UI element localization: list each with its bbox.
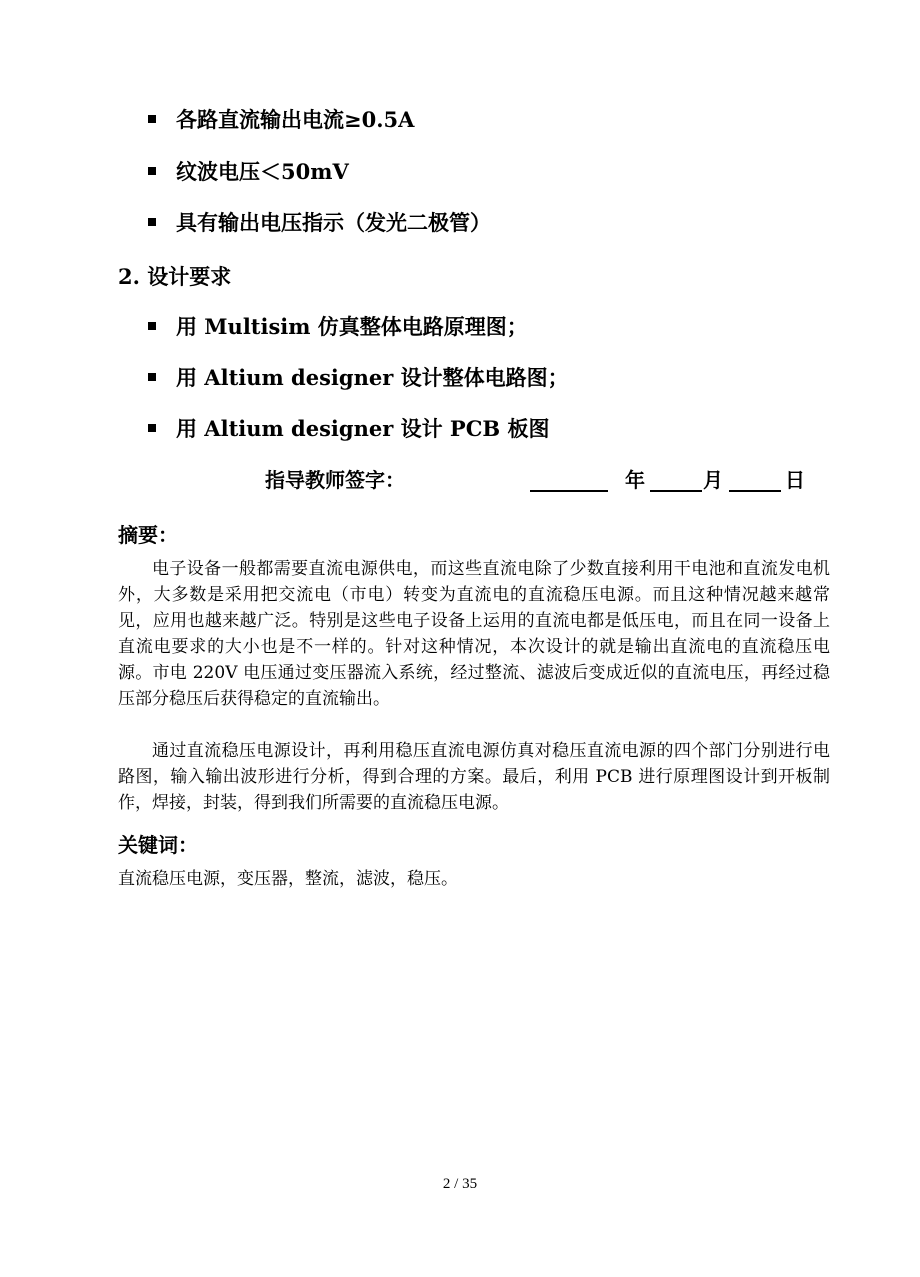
bullet-text: 用 Altium designer 设计整体电路图； bbox=[176, 365, 569, 390]
year-label: 年 bbox=[625, 468, 645, 492]
square-bullet-icon bbox=[148, 373, 156, 381]
bullet-text: 纹波电压＜50mV bbox=[176, 159, 349, 184]
year-blank bbox=[650, 490, 702, 492]
signature-blank bbox=[530, 490, 608, 492]
square-bullet-icon bbox=[148, 167, 156, 175]
square-bullet-icon bbox=[148, 424, 156, 432]
bullet-item bbox=[148, 156, 349, 186]
page-number: 2 / 35 bbox=[442, 1176, 478, 1192]
bullet-text: 用 Multisim 仿真整体电路原理图； bbox=[176, 314, 528, 339]
bullet-item bbox=[148, 362, 569, 392]
square-bullet-icon bbox=[148, 115, 156, 123]
square-bullet-icon bbox=[148, 218, 156, 226]
section-heading-design-requirements: 2. 设计要求 bbox=[118, 264, 232, 289]
day-label: 日 bbox=[785, 468, 805, 492]
bullet-item bbox=[148, 311, 528, 341]
signature-line bbox=[265, 464, 825, 498]
square-bullet-icon bbox=[148, 322, 156, 330]
bullet-item bbox=[148, 104, 414, 134]
bullet-text: 具有输出电压指示（发光二极管） bbox=[176, 210, 491, 235]
abstract-paragraph-1: 电子设备一般都需要直流电源供电，而这些直流电除了少数直接利用干电池和直流发电机外，大多数是采用把交流电（市电）转变为直流电的直流稳压电源。而且这种情况越来越常见，应用也越来越广泛。特别是这些电子设备上运用的直流电都是低压电，而且在同一设备上直流电要求的大小也是不一样的。针对这种情况，本次设计的就是输出直流电的直流稳压电源。市电 220V 电压通过变压器流入系统，经过整流、滤波后变成近似的直流电压，再经过稳压部分稳压后获得稳定的直流输出。 bbox=[118, 559, 830, 709]
bullet-item bbox=[148, 413, 549, 443]
month-label: 月 bbox=[703, 468, 723, 492]
signature-label: 指导教师签字： bbox=[265, 468, 405, 492]
keywords-text: 直流稳压电源，变压器，整流，滤波，稳压。 bbox=[118, 869, 458, 889]
abstract-paragraph-2: 通过直流稳压电源设计，再利用稳压直流电源仿真对稳压直流电源的四个部门分别进行电路图，输入输出波形进行分析，得到合理的方案。最后，利用 PCB 进行原理图设计到开板制作，焊接，封装，得到我们所需要的直流稳压电源。 bbox=[118, 741, 830, 813]
month-blank bbox=[729, 490, 781, 492]
bullet-item bbox=[148, 207, 491, 237]
bullet-text: 用 Altium designer 设计 PCB 板图 bbox=[176, 416, 550, 441]
bullet-text: 各路直流输出电流≥0.5A bbox=[176, 107, 415, 132]
keywords-title: 关键词： bbox=[118, 833, 198, 857]
abstract-title: 摘要： bbox=[118, 523, 178, 547]
